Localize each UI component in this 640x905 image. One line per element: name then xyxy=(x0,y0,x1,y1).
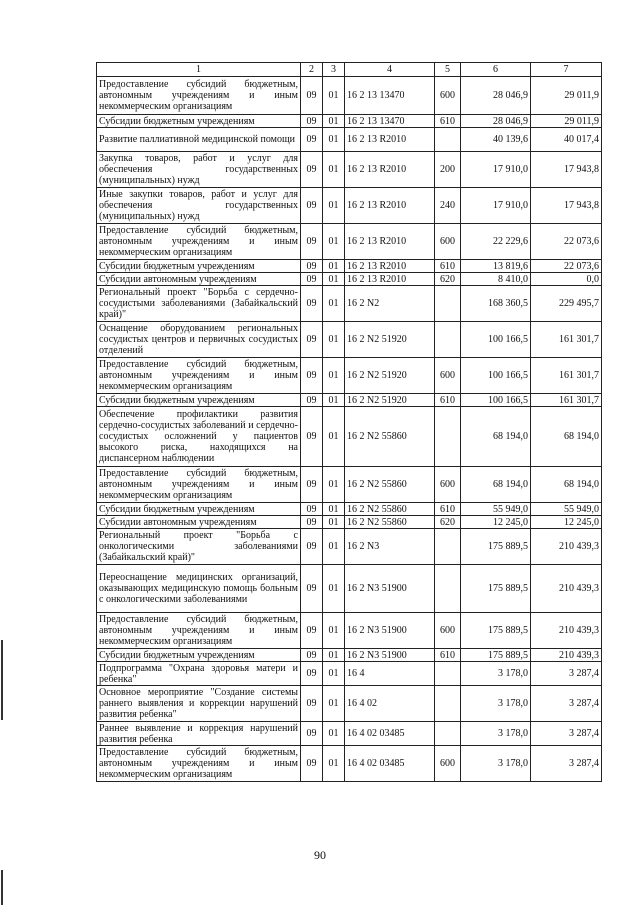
amount-year2-cell: 3 287,4 xyxy=(531,686,602,722)
row-name-cell: Субсидии бюджетным учреждениям xyxy=(97,649,301,662)
section-cell: 09 xyxy=(301,565,323,613)
expense-type-cell xyxy=(435,529,461,565)
expense-type-cell xyxy=(435,322,461,358)
page-number: 90 xyxy=(314,848,326,862)
section-cell: 09 xyxy=(301,407,323,467)
table-row xyxy=(97,260,602,273)
subsection-cell: 01 xyxy=(323,662,345,686)
amount-year2-cell: 210 439,3 xyxy=(531,565,602,613)
table-row xyxy=(97,188,602,224)
target-article-cell: 16 2 13 R2010 xyxy=(345,224,435,260)
amount-year2-cell: 17 943,8 xyxy=(531,188,602,224)
amount-year1-cell: 100 166,5 xyxy=(461,358,531,394)
expense-type-cell: 610 xyxy=(435,260,461,273)
amount-year2-cell: 22 073,6 xyxy=(531,260,602,273)
amount-year1-cell: 175 889,5 xyxy=(461,529,531,565)
section-cell: 09 xyxy=(301,128,323,152)
subsection-cell: 01 xyxy=(323,358,345,394)
table-row xyxy=(97,358,602,394)
subsection-cell: 01 xyxy=(323,686,345,722)
table-row xyxy=(97,529,602,565)
amount-year1-cell: 28 046,9 xyxy=(461,77,531,115)
amount-year2-cell: 161 301,7 xyxy=(531,358,602,394)
table-row xyxy=(97,649,602,662)
target-article-cell: 16 4 02 03485 xyxy=(345,722,435,746)
expense-type-cell xyxy=(435,286,461,322)
section-cell: 09 xyxy=(301,686,323,722)
section-cell: 09 xyxy=(301,662,323,686)
table-row xyxy=(97,746,602,782)
row-name-cell: Закупка товаров, работ и услуг для обеспечения государственных (муниципальных) нужд xyxy=(97,152,301,188)
expense-type-cell xyxy=(435,686,461,722)
target-article-cell: 16 4 02 03485 xyxy=(345,746,435,782)
row-name-cell: Предоставление субсидий бюджетным, автономным учреждениям и иным некоммерческим организациям xyxy=(97,746,301,782)
amount-year1-cell: 3 178,0 xyxy=(461,686,531,722)
subsection-cell: 01 xyxy=(323,503,345,516)
subsection-cell: 01 xyxy=(323,286,345,322)
row-name-cell: Субсидии бюджетным учреждениям xyxy=(97,394,301,407)
target-article-cell: 16 2 N2 55860 xyxy=(345,467,435,503)
row-name-cell: Предоставление субсидий бюджетным, автономным учреждениям и иным некоммерческим организациям xyxy=(97,77,301,115)
section-cell: 09 xyxy=(301,529,323,565)
amount-year1-cell: 55 949,0 xyxy=(461,503,531,516)
amount-year1-cell: 3 178,0 xyxy=(461,722,531,746)
row-name-cell: Развитие паллиативной медицинской помощи xyxy=(97,128,301,152)
expense-type-cell: 600 xyxy=(435,467,461,503)
subsection-cell: 01 xyxy=(323,516,345,529)
table-row xyxy=(97,467,602,503)
amount-year2-cell: 29 011,9 xyxy=(531,115,602,128)
amount-year2-cell: 3 287,4 xyxy=(531,746,602,782)
expense-type-cell: 600 xyxy=(435,224,461,260)
row-name-cell: Предоставление субсидий бюджетным, автономным учреждениям и иным некоммерческим организациям xyxy=(97,224,301,260)
section-cell: 09 xyxy=(301,746,323,782)
expense-type-cell: 620 xyxy=(435,273,461,286)
section-cell: 09 xyxy=(301,77,323,115)
table-row xyxy=(97,394,602,407)
expense-type-cell xyxy=(435,662,461,686)
row-name-cell: Обеспечение профилактики развития сердечно-сосудистых заболеваний и сердечно-сосудистых осложнений у пациентов высокого риска, находящихся на диспансерном наблюдении xyxy=(97,407,301,467)
amount-year1-cell: 22 229,6 xyxy=(461,224,531,260)
subsection-cell: 01 xyxy=(323,722,345,746)
section-cell: 09 xyxy=(301,358,323,394)
target-article-cell: 16 2 N2 51920 xyxy=(345,322,435,358)
subsection-cell: 01 xyxy=(323,188,345,224)
row-name-cell: Субсидии автономным учреждениям xyxy=(97,273,301,286)
section-cell: 09 xyxy=(301,503,323,516)
amount-year2-cell: 0,0 xyxy=(531,273,602,286)
table-row xyxy=(97,128,602,152)
amount-year1-cell: 17 910,0 xyxy=(461,152,531,188)
amount-year2-cell: 22 073,6 xyxy=(531,224,602,260)
section-cell: 09 xyxy=(301,613,323,649)
row-name-cell: Предоставление субсидий бюджетным, автономным учреждениям и иным некоммерческим организациям xyxy=(97,467,301,503)
section-cell: 09 xyxy=(301,260,323,273)
column-header: 5 xyxy=(435,63,461,77)
scan-margin-mark xyxy=(1,640,3,720)
amount-year2-cell: 68 194,0 xyxy=(531,407,602,467)
expense-type-cell: 200 xyxy=(435,152,461,188)
row-name-cell: Подпрограмма "Охрана здоровья матери и ребенка" xyxy=(97,662,301,686)
subsection-cell: 01 xyxy=(323,152,345,188)
row-name-cell: Основное мероприятие "Создание системы раннего выявления и коррекции нарушений развития ребенка" xyxy=(97,686,301,722)
amount-year2-cell: 29 011,9 xyxy=(531,77,602,115)
row-name-cell: Переоснащение медицинских организаций, оказывающих медицинскую помощь больным с онкологическими заболеваниями xyxy=(97,565,301,613)
subsection-cell: 01 xyxy=(323,467,345,503)
subsection-cell: 01 xyxy=(323,394,345,407)
column-header: 2 xyxy=(301,63,323,77)
section-cell: 09 xyxy=(301,152,323,188)
subsection-cell: 01 xyxy=(323,322,345,358)
table-row xyxy=(97,565,602,613)
table-body xyxy=(97,77,602,782)
table-row xyxy=(97,613,602,649)
subsection-cell: 01 xyxy=(323,115,345,128)
section-cell: 09 xyxy=(301,649,323,662)
row-name-cell: Региональный проект "Борьба с онкологическими заболеваниями (Забайкальский край)" xyxy=(97,529,301,565)
table-row xyxy=(97,407,602,467)
expense-type-cell xyxy=(435,128,461,152)
table-row xyxy=(97,503,602,516)
table-row xyxy=(97,152,602,188)
row-name-cell: Субсидии бюджетным учреждениям xyxy=(97,115,301,128)
row-name-cell: Раннее выявление и коррекция нарушений развития ребенка xyxy=(97,722,301,746)
amount-year1-cell: 68 194,0 xyxy=(461,407,531,467)
expense-type-cell: 620 xyxy=(435,516,461,529)
table-row xyxy=(97,224,602,260)
column-header: 3 xyxy=(323,63,345,77)
target-article-cell: 16 2 13 R2010 xyxy=(345,273,435,286)
amount-year2-cell: 210 439,3 xyxy=(531,613,602,649)
expense-type-cell: 600 xyxy=(435,77,461,115)
amount-year2-cell: 229 495,7 xyxy=(531,286,602,322)
target-article-cell: 16 2 N2 55860 xyxy=(345,503,435,516)
subsection-cell: 01 xyxy=(323,649,345,662)
scan-margin-mark xyxy=(1,870,3,905)
amount-year1-cell: 175 889,5 xyxy=(461,613,531,649)
table-row xyxy=(97,77,602,115)
expense-type-cell: 610 xyxy=(435,503,461,516)
expense-type-cell: 610 xyxy=(435,394,461,407)
amount-year1-cell: 168 360,5 xyxy=(461,286,531,322)
table-row xyxy=(97,322,602,358)
amount-year2-cell: 12 245,0 xyxy=(531,516,602,529)
section-cell: 09 xyxy=(301,188,323,224)
expense-type-cell: 610 xyxy=(435,649,461,662)
section-cell: 09 xyxy=(301,273,323,286)
amount-year1-cell: 175 889,5 xyxy=(461,649,531,662)
column-header: 1 xyxy=(97,63,301,77)
subsection-cell: 01 xyxy=(323,565,345,613)
target-article-cell: 16 2 N3 51900 xyxy=(345,613,435,649)
amount-year2-cell: 3 287,4 xyxy=(531,662,602,686)
column-header: 4 xyxy=(345,63,435,77)
amount-year2-cell: 55 949,0 xyxy=(531,503,602,516)
target-article-cell: 16 2 N2 51920 xyxy=(345,394,435,407)
expense-type-cell: 600 xyxy=(435,746,461,782)
amount-year2-cell: 17 943,8 xyxy=(531,152,602,188)
target-article-cell: 16 2 N2 55860 xyxy=(345,407,435,467)
subsection-cell: 01 xyxy=(323,224,345,260)
row-name-cell: Предоставление субсидий бюджетным, автономным учреждениям и иным некоммерческим организациям xyxy=(97,613,301,649)
section-cell: 09 xyxy=(301,394,323,407)
subsection-cell: 01 xyxy=(323,77,345,115)
amount-year1-cell: 17 910,0 xyxy=(461,188,531,224)
subsection-cell: 01 xyxy=(323,260,345,273)
target-article-cell: 16 2 13 13470 xyxy=(345,77,435,115)
table-header-row xyxy=(97,63,602,77)
amount-year2-cell: 161 301,7 xyxy=(531,394,602,407)
row-name-cell: Оснащение оборудованием региональных сосудистых центров и первичных сосудистых отделений xyxy=(97,322,301,358)
row-name-cell: Субсидии бюджетным учреждениям xyxy=(97,503,301,516)
target-article-cell: 16 2 13 R2010 xyxy=(345,128,435,152)
row-name-cell: Субсидии автономным учреждениям xyxy=(97,516,301,529)
amount-year1-cell: 100 166,5 xyxy=(461,394,531,407)
subsection-cell: 01 xyxy=(323,128,345,152)
expense-type-cell xyxy=(435,722,461,746)
target-article-cell: 16 2 N2 51920 xyxy=(345,358,435,394)
amount-year2-cell: 161 301,7 xyxy=(531,322,602,358)
amount-year2-cell: 40 017,4 xyxy=(531,128,602,152)
amount-year1-cell: 13 819,6 xyxy=(461,260,531,273)
subsection-cell: 01 xyxy=(323,746,345,782)
target-article-cell: 16 2 N2 55860 xyxy=(345,516,435,529)
subsection-cell: 01 xyxy=(323,613,345,649)
section-cell: 09 xyxy=(301,224,323,260)
expense-type-cell xyxy=(435,565,461,613)
table-row xyxy=(97,115,602,128)
row-name-cell: Региональный проект "Борьба с сердечно-сосудистыми заболеваниями (Забайкальский край)" xyxy=(97,286,301,322)
target-article-cell: 16 2 N2 xyxy=(345,286,435,322)
amount-year2-cell: 210 439,3 xyxy=(531,649,602,662)
amount-year1-cell: 3 178,0 xyxy=(461,662,531,686)
amount-year1-cell: 100 166,5 xyxy=(461,322,531,358)
subsection-cell: 01 xyxy=(323,407,345,467)
amount-year2-cell: 68 194,0 xyxy=(531,467,602,503)
target-article-cell: 16 2 N3 xyxy=(345,529,435,565)
section-cell: 09 xyxy=(301,467,323,503)
expense-type-cell: 600 xyxy=(435,613,461,649)
expense-type-cell: 240 xyxy=(435,188,461,224)
section-cell: 09 xyxy=(301,722,323,746)
section-cell: 09 xyxy=(301,115,323,128)
target-article-cell: 16 4 02 xyxy=(345,686,435,722)
target-article-cell: 16 2 13 R2010 xyxy=(345,188,435,224)
row-name-cell: Предоставление субсидий бюджетным, автономным учреждениям и иным некоммерческим организациям xyxy=(97,358,301,394)
section-cell: 09 xyxy=(301,286,323,322)
amount-year1-cell: 68 194,0 xyxy=(461,467,531,503)
table-row xyxy=(97,722,602,746)
amount-year1-cell: 175 889,5 xyxy=(461,565,531,613)
subsection-cell: 01 xyxy=(323,273,345,286)
target-article-cell: 16 2 13 R2010 xyxy=(345,260,435,273)
table-row xyxy=(97,516,602,529)
table-row xyxy=(97,286,602,322)
column-header: 7 xyxy=(531,63,602,77)
section-cell: 09 xyxy=(301,322,323,358)
row-name-cell: Иные закупки товаров, работ и услуг для обеспечения государственных (муниципальных) нужд xyxy=(97,188,301,224)
target-article-cell: 16 2 N3 51900 xyxy=(345,649,435,662)
amount-year1-cell: 8 410,0 xyxy=(461,273,531,286)
expense-type-cell: 600 xyxy=(435,358,461,394)
amount-year2-cell: 3 287,4 xyxy=(531,722,602,746)
amount-year2-cell: 210 439,3 xyxy=(531,529,602,565)
table-row xyxy=(97,686,602,722)
amount-year1-cell: 12 245,0 xyxy=(461,516,531,529)
budget-table xyxy=(96,62,602,782)
expense-type-cell: 610 xyxy=(435,115,461,128)
table-row xyxy=(97,662,602,686)
target-article-cell: 16 2 13 R2010 xyxy=(345,152,435,188)
amount-year1-cell: 3 178,0 xyxy=(461,746,531,782)
target-article-cell: 16 4 xyxy=(345,662,435,686)
table-row xyxy=(97,273,602,286)
amount-year1-cell: 28 046,9 xyxy=(461,115,531,128)
amount-year1-cell: 40 139,6 xyxy=(461,128,531,152)
target-article-cell: 16 2 13 13470 xyxy=(345,115,435,128)
expense-type-cell xyxy=(435,407,461,467)
subsection-cell: 01 xyxy=(323,529,345,565)
row-name-cell: Субсидии бюджетным учреждениям xyxy=(97,260,301,273)
column-header: 6 xyxy=(461,63,531,77)
target-article-cell: 16 2 N3 51900 xyxy=(345,565,435,613)
section-cell: 09 xyxy=(301,516,323,529)
